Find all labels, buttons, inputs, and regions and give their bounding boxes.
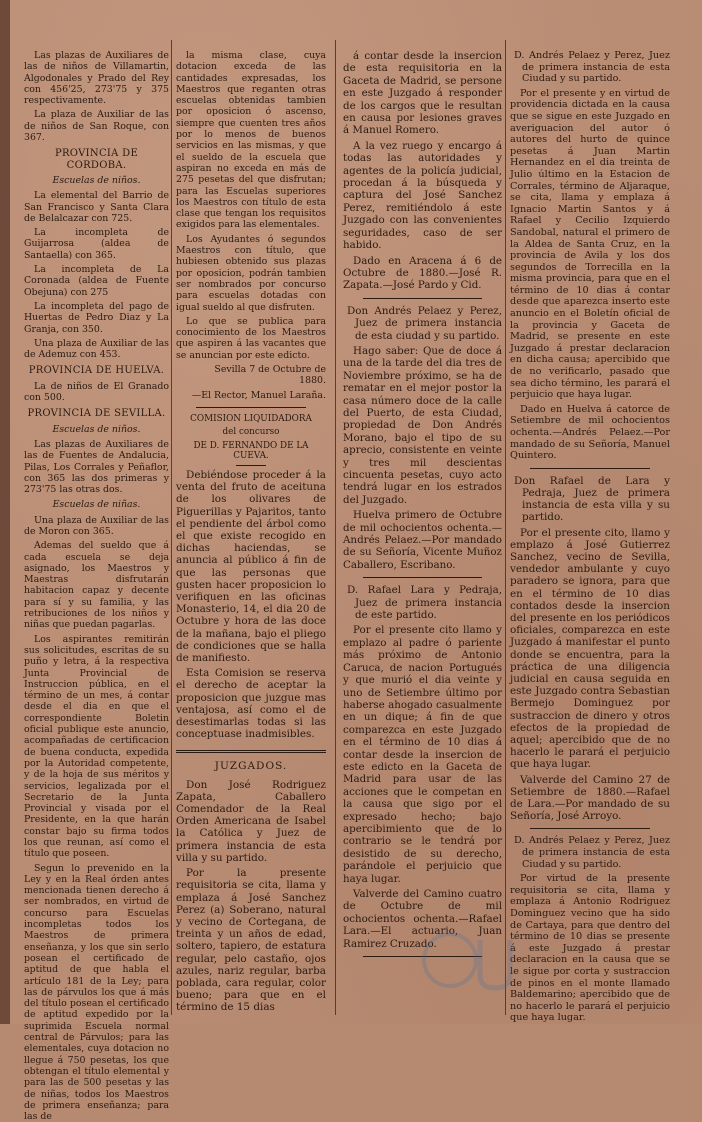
paragraph: Una plaza de Auxiliar de las de Ademuz con 453. (24, 337, 169, 361)
paragraph: Esta Comision se reserva el derecho de aceptar la proposicion que juzgue mas ventajosa, así como el de desestimarlas todas si las conceptuase inadmisibles. (176, 667, 326, 741)
paragraph: Por el presente y en virtud de providencia dictada en la causa que se sigue en este Juzgado en averiguacion del autor ó autores del hurto de quince pesetas á Juan Martin Hernandez en el dia treinta de Julio último en la Estacion de Corrales, término de Aljaraque, se cita, llama y emplaza á Ignacio Martin Santos y á Rafael y Cecilio Izquierdo Sandobal, natural el primero de la Aldea de Santa Cruz, en la provincia de Avila y los dos segundos de Torrecilla en la misma provincia, para que en el término de 10 dias á contar desde que aparezca inserto este anuncio en el Boletín oficial de la provincia y Gaceta de Madrid, se presente en este Juzgado á prestar declaracion en dicha causa; apercibido que de no verificarlo, pasado que sea dicho término, les parará el perjuicio que haya lugar. (510, 87, 670, 401)
paragraph: La de niños de El Granado con 500. (24, 380, 169, 404)
paragraph: Las plazas de Auxiliares de las de Fuentes de Andalucia, Pilas, Los Corrales y Peñaflor, con 365 las dos primeras y 273'75 las otras dos. (24, 438, 169, 496)
divider (236, 465, 266, 466)
column-2 (176, 50, 326, 1014)
paragraph: La incompleta del pago de Huertas de Pedro Diaz y La Granja, con 350. (24, 300, 169, 335)
province-heading: PROVINCIA DE HUELVA. (28, 365, 165, 377)
paragraph: Dado en Huelva á catorce de Setiembre de mil ochocientos ochenta.—Andrés Pelaez.—Por mandado de su Señoría, Manuel Quintero. (510, 403, 670, 462)
paragraph: Valverde del Camino 27 de Setiembre de 1880.—Rafael de Lara.—Por mandado de su Señoría, José Arroyo. (510, 773, 670, 823)
signature-date: Sevilla 7 de Octubre de 1880. (214, 364, 326, 387)
section-divider (176, 750, 326, 753)
paragraph: Por el presente cito llamo y emplazo al padre ó pariente más próximo de Antonio Caruca, de nacion Portugués y que murió el dia veinte y uno de Setiembre último por haberse ahogado casualmente en un dique; á fin de que comparezca en este Juzgado en el término de 10 dias á contar desde la insercion de este edicto en la Gaceta de Madrid para usar de las acciones que le competan en la causa que sigo por el expresado hecho; bajo apercibimiento que de lo contrario se le tendrá por desistido de su derecho, parándole el perjuicio que haya lugar. (343, 624, 502, 885)
notice-heading: DE D. FERNANDO DE LA CUEVA. (193, 440, 309, 462)
signature: —El Rector, Manuel Laraña. (191, 389, 326, 401)
paragraph: Hago saber: Que de doce á una de la tarde del dia tres de Noviembre próximo, se ha de rematar en el mejor postor la casa número doce de la calle del Puerto, de esta Ciudad, propiedad de Don Andrés Morano, bajo el tipo de su aprecio, consistente en veinte y tres mil descientas cincuenta pesetas, cuyo acto tendrá lugar en los estrados del Juzgado. (343, 344, 502, 506)
edict-heading: D. Rafael Lara y Pedraja, Juez de primera instancia de este partido. (347, 584, 502, 622)
province-heading: PROVINCIA DE CORDOBA. (54, 148, 139, 171)
paragraph: La incompleta de Guijarrosa (aldea de Santaella) con 365. (24, 227, 169, 261)
paragraph: Por virtud de la presente requisitoria se cita, llama y emplaza á Antonio Rodriguez Dominguez vecino que ha sido de Cartaya, para que dentro del término de 10 dias se presente á este Juzgado á prestar declaracion en la causa que se le sigue por corta y sustraccion de pinos en el monte llamado Baldemarino; apercibido que de no hacerlo le parará el perjuicio que haya lugar. (510, 873, 670, 1024)
column-4 (510, 50, 670, 1024)
paragraph: á contar desde la insercion de esta requisitoria en la Gaceta de Madrid, se persone en este Juzgado á responder de los cargos que le resultan en causa por lesiones graves á Manuel Romero. (343, 50, 502, 137)
edict-heading: D. Andrés Pelaez y Perez, Juez de primera instancia de esta Ciudad y su partido. (514, 50, 670, 85)
divider (363, 577, 482, 578)
divider (196, 407, 306, 408)
paragraph: Las plazas de Auxiliares de las de niños de Villamartin, Algodonales y Prado del Rey con 456'25, 273'75 y 375 respectivamente. (24, 50, 169, 107)
column-rule (505, 40, 506, 1015)
column-3 (343, 50, 502, 1010)
divider (530, 468, 650, 469)
paragraph: Dado en Aracena á 6 de Octubre de 1880.—José R. Zapata.—José Pardo y Cid. (343, 254, 502, 292)
paragraph: La incompleta de La Coronada (aldea de Fuente Obejuna) con 275 (24, 264, 169, 298)
paragraph: Los Ayudantes ó segundos Maestros con título, que hubiesen obtenido sus plazas por oposicion, podrán tambien ser nombrados por concurso para escuelas dotadas con igual sueldo al que disfruten. (176, 233, 326, 313)
page-edge (0, 0, 10, 1024)
paragraph: Una plaza de Auxiliar de las de Moron con 365. (24, 514, 169, 537)
paragraph: Debiéndose proceder á la venta del fruto de aceituna de los olivares de Piguerillas y Pajaritos, tanto el pendiente del árbol como el que existe recogido en dichas haciendas, se anuncia al público á fin de que las personas que gusten hacer proposicion lo verifiquen en las oficinas Monasterio, 14, el dia 20 de Octubre y hora de las doce de la mañana, bajo el pliego de condiciones que se halla de manifiesto. (176, 468, 326, 664)
paragraph: Por el presente cito, llamo y emplazo á José Gutierrez Sanchez, vecino de Sevilla, vendedor ambulante y cuyo paradero se ignora, para que en el término de 10 dias contados desde la insercion del presente en los periódicos oficiales, comparezca en este Juzgado á manifestar el punto donde se encuentra, para la práctica de una diligencia judicial en causa seguida en este Juzgado contra Sebastian Bermejo Dominguez por sustraccion de dinero y otros efectos de la propiedad de aquel; apercibido que de no hacerlo le parará el perjuicio que haya lugar. (510, 526, 670, 771)
column-rule (171, 40, 172, 1015)
edict-heading: Don Andrés Pelaez y Perez, Juez de primera instancia de esta ciudad y su partido. (347, 304, 502, 342)
paragraph: Valverde del Camino cuatro de Octubre de mil ochocientos ochenta.—Rafael Lara.—El actuario, Juan Ramirez Cruzado. (343, 888, 502, 950)
column-rule (335, 40, 336, 1015)
subheading: Escuelas de niños. (52, 174, 141, 186)
subheading: Escuelas de niñas. (52, 499, 141, 511)
paragraph: La plaza de Auxiliar de las de niños de San Roque, con 367. (24, 109, 169, 144)
column-1 (24, 50, 169, 1122)
province-heading: PROVINCIA DE SEVILLA. (27, 408, 166, 420)
paragraph: La elemental del Barrio de San Francisco y Santa Clara de Belalcazar con 725. (24, 190, 169, 224)
paragraph: Por la presente requisitoria se cita, llama y emplaza á José Sanchez Perez (a) Soberano, natural y vecino de Cortegana, de treinta y un años de edad, soltero, tapiero, de estatura regular, pelo castaño, ojos azules, nariz regular, barba poblada, cara regular, color bueno; para que en el término de 15 dias (176, 867, 326, 1014)
paragraph: la misma clase, cuya dotacion exceda de las cantidades expresadas, los Maestros que reganten otras escuelas obtenidas tambien por oposicion ó ascenso, siempre que cuenten tres años por lo menos de buenos servicios en las mismas, y que el sueldo de la escuela que aspiran no exceda en más de 275 pesetas del que disfrutan; para las Escuelas superiores los Maestros con título de esta clase que tengan los requisitos exigidos para las elementales. (176, 50, 326, 231)
paragraph: Segun lo prevenido en la Ley y en la Real órden antes mencionada tienen derecho á ser nombrados, en virtud de concurso para Escuelas incompletas todos los Maestros de primera enseñanza, y los que sin serlo posean el certificado de aptitud de que habla el artículo 181 de la Ley; para las de párvulos los que á más del título posean el certificado de aptitud expedido por la suprimida Escuela normal central de Párvulos; para las elementales, cuya dotacion no llegue á 750 pesetas, los que obtengan el título elemental y para las de 500 pesetas y las de niñas, todos los Maestros de primera enseñanza; para las de (24, 862, 169, 1122)
paragraph: Huelva primero de Octubre de mil ochocientos ochenta.—Andrés Pelaez.—Por mandado de su Señoría, Vicente Muñoz Caballero, Escribano. (343, 509, 502, 571)
paragraph: Ademas del sueldo que á cada escuela se deja asignado, los Maestros y Maestras disfrutarán habitacion capaz y decente para sí y su familia, y las retribuciones de los niños y niñas que puedan pagarlas. (24, 540, 169, 631)
notice-subheading: del concurso (222, 427, 280, 438)
edict-heading: Don Rafael de Lara y Pedraja, Juez de primera instancia de esta villa y su partido. (514, 474, 670, 524)
paragraph: Los aspirantes remitirán sus solicitudes, escritas de su puño y letra, á la respectiva Junta Provincial de Instruccion pública, en el término de un mes, á contar desde el dia en que el correspondiente Boletin oficial publique este anuncio, acompañadas de certificacion de buena conducta, expedida por la Autoridad competente, y de la hoja de sus méritos y servicios, legalizada por el Secretario de la Junta Provincial y visada por el Presidente, en la que harán constar bajo su firma todos los que reunan, así como el título que poseen. (24, 633, 169, 860)
subheading: Escuelas de niños. (52, 423, 141, 435)
paragraph: Lo que se publica para conocimiento de los Maestros que aspiren á las vacantes que se anuncian por este edicto. (176, 315, 326, 361)
divider (363, 298, 482, 299)
edict-heading: D. Andrés Pelaez y Perez, Juez de primera instancia de esta Ciudad y su partido. (514, 835, 670, 870)
paragraph: A la vez ruego y encargo á todas las autoridades y agentes de la policía judicial, procedan á la búsqueda y captura del José Sanchez Perez, remitiéndolo á este Juzgado con las convenientes seguridades, caso de ser habido. (343, 139, 502, 252)
divider (363, 956, 482, 957)
notice-heading: COMISION LIQUIDADORA (190, 413, 312, 424)
divider (530, 828, 650, 829)
section-heading: JUZGADOS. (214, 760, 288, 773)
paragraph: Don José Rodriguez Zapata, Caballero Comendador de la Real Orden Americana de Isabel la Católica y Juez de primera instancia de esta villa y su partido. (176, 778, 326, 864)
